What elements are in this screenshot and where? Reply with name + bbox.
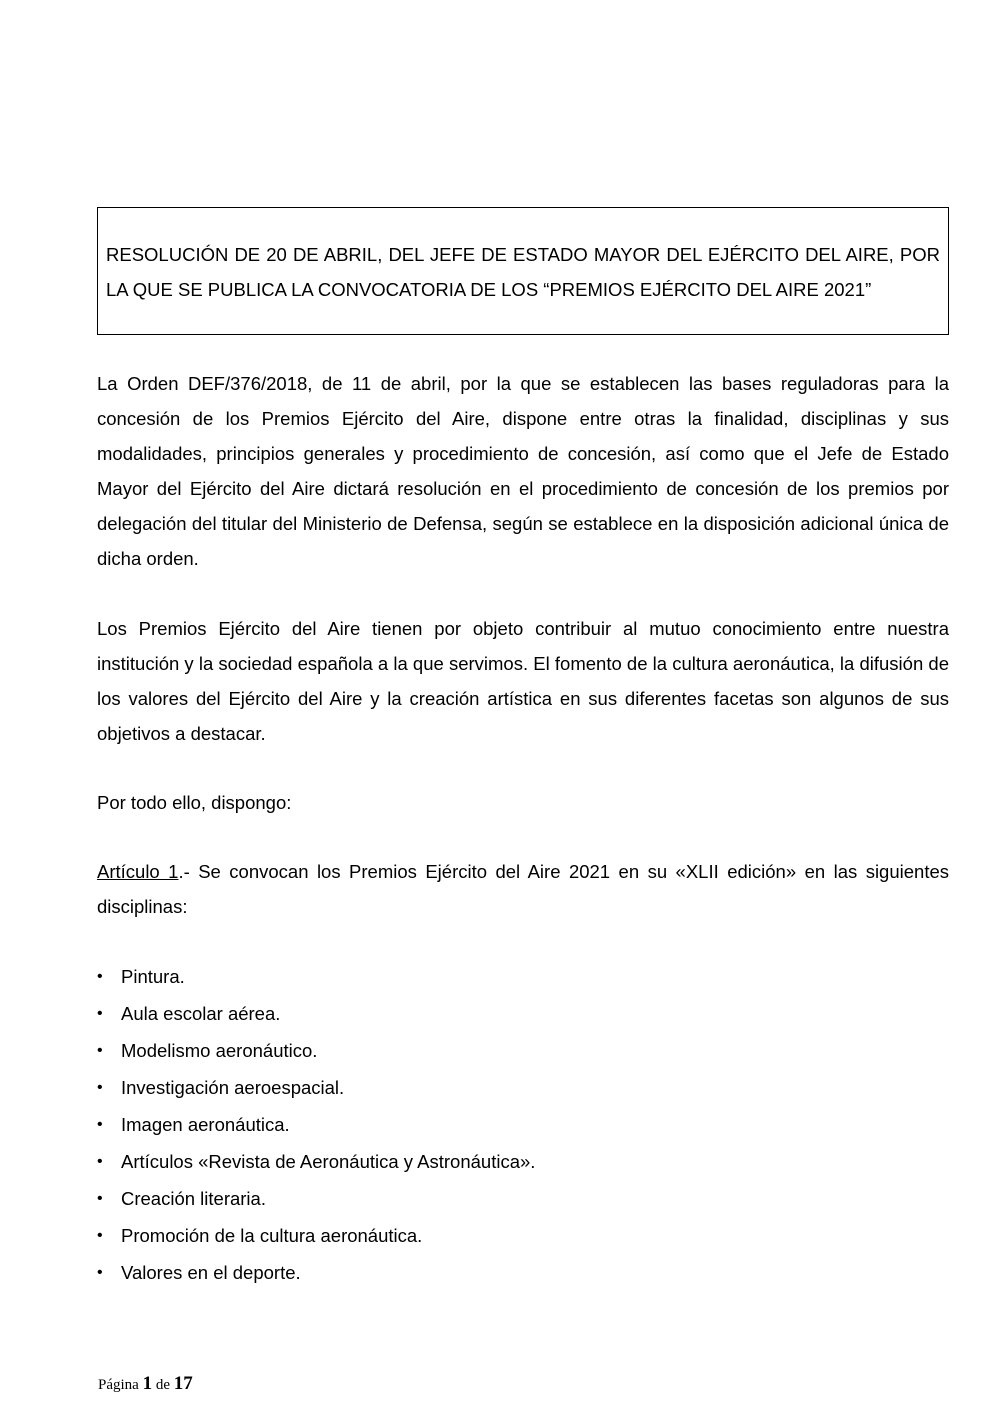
list-item — [97, 1143, 535, 1180]
list-item — [97, 958, 535, 995]
bullet-icon: • — [97, 1264, 103, 1281]
paragraph-dispongo: Por todo ello, dispongo: — [97, 792, 292, 813]
list-item — [97, 1069, 535, 1106]
resolution-title: RESOLUCIÓN DE 20 DE ABRIL, DEL JEFE DE ESTADO MAYOR DEL EJÉRCITO DEL AIRE, POR LA QUE SE PUBLICA LA CONVOCATORIA DE LOS “PREMIOS EJÉRCITO DEL AIRE 2021” — [106, 244, 940, 300]
list-item — [97, 1106, 535, 1143]
discipline-label: Valores en el deporte. — [121, 1262, 301, 1283]
list-item — [97, 995, 535, 1032]
article-1-text: .- Se convocan los Premios Ejército del Aire 2021 en su «XLII edición» en las siguientes disciplinas: — [97, 861, 949, 917]
bullet-icon: • — [97, 1005, 103, 1022]
bullet-icon: • — [97, 968, 103, 985]
list-item — [97, 1217, 535, 1254]
list-item — [97, 1032, 535, 1069]
paragraph-objectives: Los Premios Ejército del Aire tienen por objeto contribuir al mutuo conocimiento entre nuestra institución y la sociedad española a la que servimos. El fomento de la cultura aeronáutica, la difusión de los valores del Ejército del Aire y la creación artística en sus diferentes facetas son algunos de sus objetivos a destacar. — [97, 618, 949, 744]
discipline-label: Creación literaria. — [121, 1188, 266, 1209]
discipline-label: Aula escolar aérea. — [121, 1003, 281, 1024]
bullet-icon: • — [97, 1227, 103, 1244]
discipline-label: Imagen aeronáutica. — [121, 1114, 290, 1135]
page-footer — [98, 1372, 193, 1397]
paragraph-intro: La Orden DEF/376/2018, de 11 de abril, por la que se establecen las bases reguladoras para la concesión de los Premios Ejército del Aire, dispone entre otras la finalidad, disciplinas y sus modalidades, principios generales y procedimiento de concesión, así como que el Jefe de Estado Mayor del Ejército del Aire dictará resolución en el procedimiento de concesión de los premios por delegación del titular del Ministerio de Defensa, según se establece en la disposición adicional única de dicha orden. — [97, 373, 949, 569]
discipline-label: Artículos «Revista de Aeronáutica y Astronáutica». — [121, 1151, 536, 1172]
bullet-icon: • — [97, 1079, 103, 1096]
title-box — [97, 207, 949, 335]
bullet-icon: • — [97, 1042, 103, 1059]
page-number: 1 — [142, 1373, 153, 1394]
bullet-icon: • — [97, 1116, 103, 1133]
of-word: de — [155, 1377, 170, 1393]
bullet-icon: • — [97, 1153, 103, 1170]
article-1 — [97, 854, 949, 924]
bullet-icon: • — [97, 1190, 103, 1207]
list-item — [97, 1254, 535, 1291]
total-pages: 17 — [173, 1373, 193, 1394]
discipline-list — [97, 958, 535, 1291]
discipline-label: Promoción de la cultura aeronáutica. — [121, 1225, 423, 1246]
discipline-label: Investigación aeroespacial. — [121, 1077, 345, 1098]
page-word: Página — [98, 1377, 139, 1393]
discipline-label: Modelismo aeronáutico. — [121, 1040, 318, 1061]
article-1-label: Artículo 1 — [97, 861, 179, 882]
discipline-label: Pintura. — [121, 966, 185, 987]
list-item — [97, 1180, 535, 1217]
